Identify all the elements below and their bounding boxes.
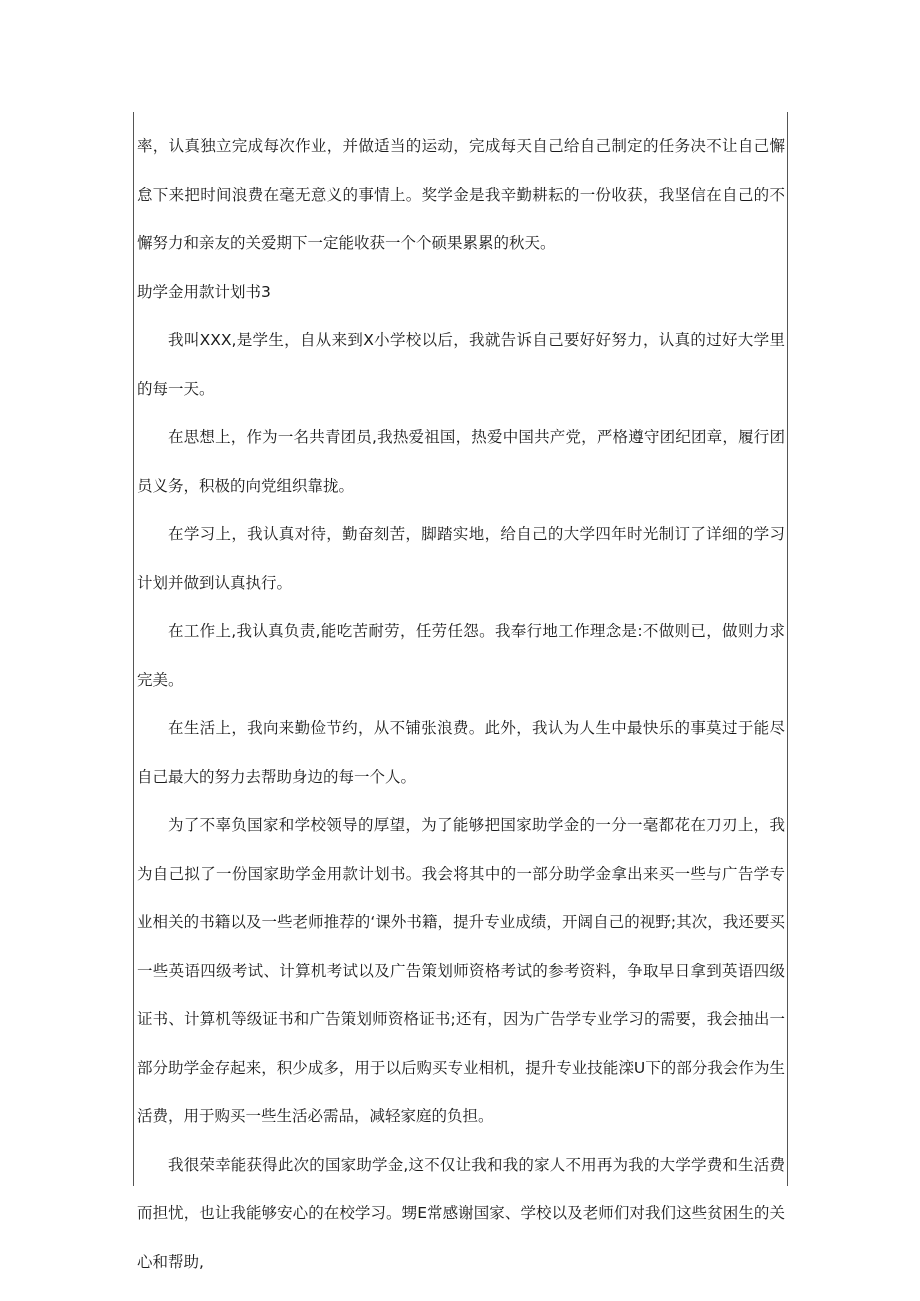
paragraph: 在学习上，我认真对待，勤奋刻苦，脚踏实地，给自己的大学四年时光制订了详细的学习计划并做到认真执行。 (137, 525, 785, 592)
paragraph: 我叫XXX,是学生，自从来到X小学校以后，我就告诉自己要好好努力，认真的过好大学里的每一天。 (137, 331, 785, 398)
paragraph: 在生活上，我向来勤俭节约，从不铺张浪费。此外，我认为人生中最快乐的事莫过于能尽自己最大的努力去帮助身边的每一个人。 (137, 719, 785, 786)
section-heading: 助学金用款计划书3 (137, 282, 271, 301)
document-body (137, 122, 785, 1286)
paragraph: 在思想上，作为一名共青团员,我热爱祖国，热爱中国共产党，严格遵守团纪团章，履行团员义务，积极的向党组织靠拢。 (137, 428, 785, 495)
paragraph: 率，认真独立完成每次作业，并做适当的运动，完成每天自己给自己制定的任务决不让自己懈怠下来把时间浪费在毫无意义的事情上。奖学金是我辛勤耕耘的一份收获，我坚信在自己的不懈努力和亲友的关爱期下一定能收获一个个硕果累累的秋天。 (137, 137, 785, 252)
paragraph: 在工作上,我认真负责,能吃苦耐劳，任劳任怨。我奉行地工作理念是:不做则已，做则力求完美。 (137, 622, 785, 689)
left-margin-line (133, 112, 134, 1186)
paragraph: 为了不辜负国家和学校领导的厚望，为了能够把国家助学金的一分一毫都花在刀刃上，我为自己拟了一份国家助学金用款计划书。我会将其中的一部分助学金拿出来买一些与广告学专业相关的书籍以及一些老师推荐的‘课外书籍，提升专业成绩，开阔自己的视野;其次，我还要买一些英语四级考试、计算机考试以及广告策划师资格考试的参考资料，争取早日拿到英语四级证书、计算机等级证书和广告策划师资格证书;还有，因为广告学专业学习的需要，我会抽出一部分助学金存起来，积少成多，用于以后购买专业相机，提升专业技能滦U下的部分我会作为生活费，用于购买一些生活必需品，减轻家庭的负担。 (137, 816, 785, 1125)
right-margin-line (787, 112, 788, 1186)
paragraph: 我很荣幸能获得此次的国家助学金,这不仅让我和我的家人不用再为我的大学学费和生活费而担忧，也让我能够安心的在校学习。甥E常感谢国家、学校以及老师们对我们这些贫困生的关心和帮助, (137, 1155, 785, 1271)
